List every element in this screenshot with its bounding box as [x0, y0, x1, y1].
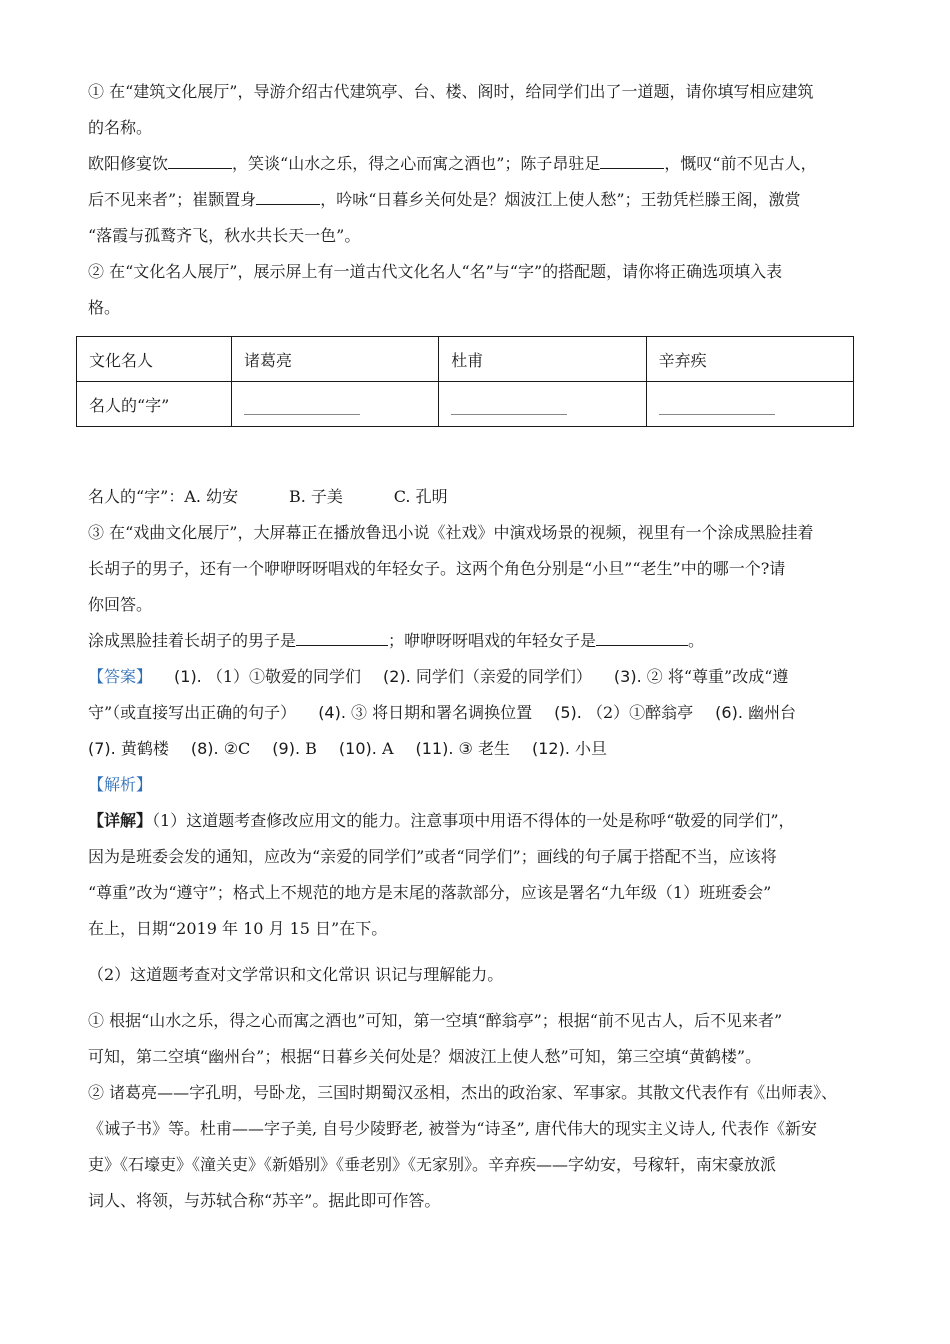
q2-1-prompt	[88, 74, 868, 110]
analysis-p3-cont	[88, 1039, 868, 1075]
item-number: (3).	[613, 667, 642, 686]
text: （1）①敬爱的同学们	[206, 667, 362, 686]
item-number: (6).	[715, 703, 743, 722]
text: “落霞与孤鹜齐飞，秋水共长天一色”。	[88, 226, 361, 245]
fill-blank[interactable]	[256, 186, 320, 205]
item-number: (2).	[383, 667, 411, 686]
text: 吏》《石壕吏》《潼关吏》《新婚别》《垂老别》《无家别》。辛弃疾——字幼安，号稼轩，南宋豪放派	[88, 1155, 777, 1174]
text: 的名称。	[88, 118, 153, 137]
table-cell: 名人的“字”	[77, 382, 232, 427]
item-number: (11).	[415, 739, 454, 758]
q2-2-options	[88, 479, 868, 515]
text: 长胡子的男子，还有一个咿咿呀呀唱戏的年轻女子。这两个角色分别是“小旦”“老生”中的哪一个?请	[88, 559, 786, 578]
text: ① 根据“山水之乐，得之心而寓之酒也”可知，第一空填“醉翁亭”；根据“前不见古人，后不见来者”	[88, 1011, 783, 1030]
item-number: (8).	[190, 739, 219, 758]
answer-cell[interactable]	[231, 382, 438, 427]
item-number: (1).	[174, 667, 202, 686]
text: 你回答。	[88, 595, 153, 614]
item-number: (5).	[554, 703, 582, 722]
text: 欧阳修宴饮	[88, 154, 169, 173]
text: 可知，第二空填“幽州台”；根据“日暮乡关何处是？烟波江上使人愁”可知，第三空填“黄鹤楼”。	[88, 1047, 762, 1066]
detail-tag: 【详解】	[88, 811, 153, 830]
analysis-p3	[88, 1003, 868, 1039]
text: ② 将“尊重”改成“遵	[646, 667, 789, 686]
fill-blank[interactable]	[596, 627, 688, 646]
answer-line-1	[88, 659, 868, 695]
fill-blank[interactable]	[451, 394, 567, 415]
q2-2-prompt	[88, 254, 868, 290]
analysis-p4-cont	[88, 1111, 868, 1147]
q2-3-answer-line	[88, 623, 868, 659]
text: ② 在“文化名人展厅”，展示屏上有一道古代文化名人“名”与“字”的搭配题，请你将正确选项填入表	[88, 262, 783, 281]
text: 名人的“字”：A. 幼安 B. 子美 C. 孔明	[88, 487, 448, 506]
text: 幽州台	[748, 703, 797, 722]
text: ；咿咿呀呀唱戏的年轻女子是	[388, 631, 597, 650]
q2-2-prompt-cont	[88, 290, 868, 326]
text: ，慨叹“前不见古人，	[664, 154, 817, 173]
analysis-p1-cont	[88, 875, 868, 911]
analysis-p1-cont	[88, 911, 868, 947]
text: ，笑谈“山水之乐，得之心而寓之酒也”；陈子昂驻足	[232, 154, 601, 173]
q2-3-prompt-cont	[88, 551, 868, 587]
analysis-p1-cont	[88, 839, 868, 875]
text: 《诫子书》等。杜甫——字子美, 自号少陵野老, 被誉为“诗圣”, 唐代伟大的现实主义诗人, 代表作《新安	[88, 1119, 818, 1138]
text: （2）①醉翁亭	[586, 703, 694, 722]
item-number: (12).	[531, 739, 570, 758]
table-cell: 杜甫	[439, 337, 646, 382]
fill-blank[interactable]	[244, 394, 360, 415]
text: 守”（或直接写出正确的句子）	[88, 703, 297, 722]
fill-blank[interactable]	[168, 150, 232, 169]
item-number: (7).	[88, 739, 116, 758]
table-row	[77, 382, 854, 427]
document-page	[88, 74, 868, 1219]
analysis-p4	[88, 1075, 868, 1111]
analysis-heading	[88, 767, 868, 803]
fill-blank[interactable]	[659, 394, 775, 415]
analysis-p2	[88, 957, 868, 993]
text: ②C	[223, 739, 251, 758]
text: 同学们（亲爱的同学们）	[415, 667, 592, 686]
text: 格。	[88, 298, 121, 317]
text: 因为是班委会发的通知，应改为“亲爱的同学们”或者“同学们”；画线的句子属于搭配不当，应该将	[88, 847, 777, 866]
text: 在上，日期“2019 年 10 月 15 日”在下。	[88, 919, 388, 938]
text: ③ 老生	[458, 739, 510, 758]
text: A	[381, 739, 394, 758]
text: 涂成黑脸挂着长胡子的男子是	[88, 631, 297, 650]
text: ，吟咏“日暮乡关何处是？烟波江上使人愁”；王勃凭栏滕王阁，激赏	[320, 190, 801, 209]
text: 后不见来者”；崔颢置身	[88, 190, 257, 209]
text: 小旦	[575, 739, 608, 758]
q2-3-prompt-end	[88, 587, 868, 623]
text: B	[305, 739, 317, 758]
text: 黄鹤楼	[120, 739, 169, 758]
text: “尊重”改为“遵守”；格式上不规范的地方是末尾的落款部分，应该是署名“九年级（1）班班委会”	[88, 883, 772, 902]
text: ③ 在“戏曲文化展厅”，大屏幕正在播放鲁迅小说《社戏》中演戏场景的视频，视里有一个涂成黑脸挂着	[88, 523, 814, 542]
q2-1-line1	[88, 146, 868, 182]
item-number: (10).	[338, 739, 377, 758]
answer-line-3	[88, 731, 868, 767]
answer-cell[interactable]	[646, 382, 853, 427]
q2-1-prompt-cont	[88, 110, 868, 146]
item-number: (9).	[272, 739, 301, 758]
analysis-tag: 【解析】	[88, 775, 153, 794]
table-cell: 文化名人	[77, 337, 232, 382]
fill-blank[interactable]	[600, 150, 664, 169]
answer-cell[interactable]	[439, 382, 646, 427]
analysis-p4-cont	[88, 1183, 868, 1219]
table-row	[77, 337, 854, 382]
q2-1-line3	[88, 218, 868, 254]
analysis-p4-cont	[88, 1147, 868, 1183]
table-cell: 诸葛亮	[231, 337, 438, 382]
item-number: (4).	[318, 703, 346, 722]
text: 词人、将领，与苏轼合称“苏辛”。据此即可作答。	[88, 1191, 441, 1210]
analysis-p1	[88, 803, 868, 839]
q2-3-prompt	[88, 515, 868, 551]
text: （2）这道题考查对文学常识和文化常识 识记与理解能力。	[88, 965, 504, 984]
text: ② 诸葛亮——字孔明，号卧龙，三国时期蜀汉丞相，杰出的政治家、军事家。其散文代表作有《出师表》、	[88, 1083, 838, 1102]
table-cell: 辛弃疾	[646, 337, 853, 382]
text: ③ 将日期和署名调换位置	[351, 703, 533, 722]
answer-tag: 【答案】	[88, 667, 153, 686]
fill-blank[interactable]	[296, 627, 388, 646]
text: ① 在“建筑文化展厅”，导游介绍古代建筑亭、台、楼、阁时，给同学们出了一道题，请你填写相应建筑	[88, 82, 814, 101]
q2-1-line2	[88, 182, 868, 218]
text: （1）这道题考查修改应用文的能力。注意事项中用语不得体的一处是称呼“敬爱的同学们”，	[152, 811, 795, 830]
name-style-table	[76, 336, 854, 427]
answer-line-2	[88, 695, 868, 731]
text: 。	[688, 631, 705, 650]
